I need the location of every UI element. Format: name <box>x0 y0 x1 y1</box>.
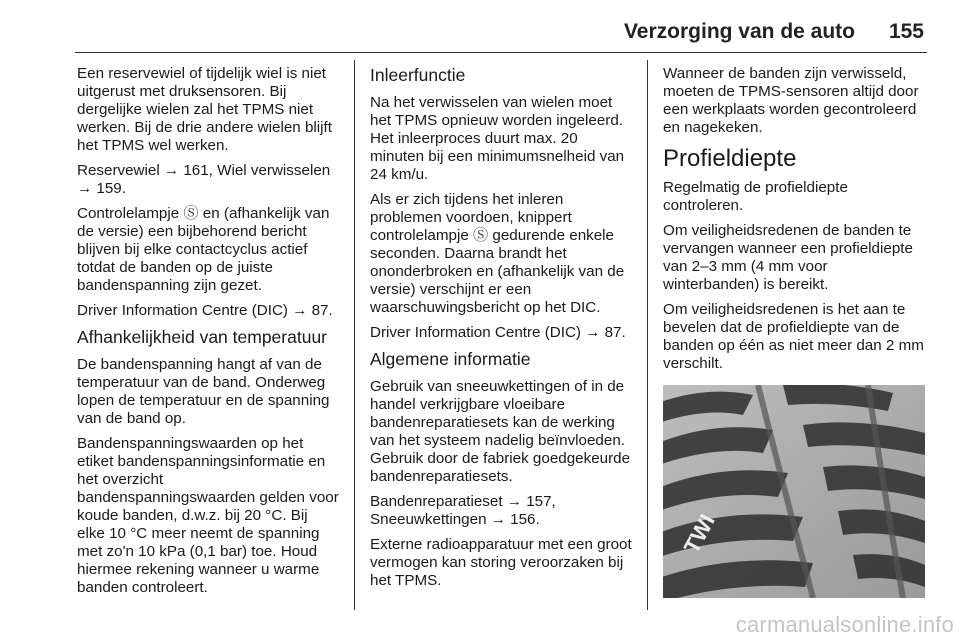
subheading-general-info: Algemene informatie <box>370 349 531 369</box>
column-3 <box>663 65 925 380</box>
cross-reference[interactable]: Bandenreparatieset → 157, Sneeuwkettingen → 156. <box>370 493 556 528</box>
column-divider <box>647 60 648 610</box>
paragraph: De bandenspanning hangt af van de temperatuur van de band. Onderweg lopen de temperatuur en de spanning van de band op. <box>77 356 330 427</box>
watermark: carmanualsonline.info <box>735 612 954 637</box>
paragraph: Wanneer de banden zijn verwisseld, moeten de TPMS-sensoren altijd door een werkplaats worden gecontroleerd en nagekeken. <box>663 65 919 136</box>
section-title: Verzorging van de auto <box>623 20 855 43</box>
tire-tread-illustration <box>663 385 925 598</box>
column-divider <box>354 60 355 610</box>
column-2 <box>370 65 632 597</box>
cross-reference[interactable]: Driver Information Centre (DIC) → 87. <box>77 302 333 319</box>
column-1 <box>77 65 339 604</box>
paragraph: Bandenspanningswaarden op het etiket bandenspanningsinformatie en het overzicht bandenspanningswaarden gelden voor koude banden, d.w.z. bij 20 °C. Bij elke 10 °C meer neemt de spanning met zo'n 10 kPa (0,1 bar) toe. Houd hiermee rekening wanneer u warme banden controleert. <box>77 435 339 596</box>
paragraph: Een reservewiel of tijdelijk wiel is niet uitgerust met druksensoren. Bij dergelijke wielen zal het TPMS niet werken. Bij de drie andere wielen blijft het TPMS wel werken. <box>77 65 332 154</box>
heading-tread-depth: Profieldiepte <box>663 145 797 172</box>
paragraph: Externe radioapparatuur met een groot vermogen kan storing veroorzaken bij het TPMS. <box>370 536 632 589</box>
paragraph: Om veiligheidsredenen is het aan te bevelen dat de profieldiepte van de banden op één as niet meer dan 2 mm verschilt. <box>663 301 924 372</box>
paragraph: Als er zich tijdens het inleren problemen voordoen, knippert controlelampje Ⓢ gedurende enkele seconden. Daarna brandt het ononderbroken en (afhankelijk van de versie) verschijnt er een waarschuwingsbericht op het DIC. <box>370 191 625 316</box>
header-rule <box>75 52 927 53</box>
paragraph: Om veiligheidsredenen de banden te vervangen wanneer een profieldiepte van 2–3 mm (4 mm voor winterbanden) is bereikt. <box>663 222 913 293</box>
paragraph: Regelmatig de profieldiepte controleren. <box>663 179 848 214</box>
subheading-learn-function: Inleerfunctie <box>370 65 466 85</box>
twi-label: TWI <box>678 510 720 558</box>
subheading-temperature: Afhankelijkheid van temperatuur <box>77 327 328 347</box>
page-header <box>0 0 960 56</box>
cross-reference[interactable]: Driver Information Centre (DIC) → 87. <box>370 324 626 341</box>
paragraph: Gebruik van sneeuwkettingen of in de handel verkrijgbare vloeibare bandenreparatiesets kan de werking van het systeem nadelig beïnvloeden. Gebruik door de fabriek goedgekeurde bandenreparatiesets. <box>370 378 631 485</box>
paragraph: Na het verwisselen van wielen moet het TPMS opnieuw worden ingeleerd. Het inleerproces duurt max. 20 minuten bij een minimumsnelheid van 24 km/u. <box>370 94 625 183</box>
tire-tread-figure <box>663 385 925 598</box>
cross-reference[interactable]: Reservewiel → 161, Wiel verwisselen → 159. <box>77 162 331 197</box>
page-number: 155 <box>888 20 924 43</box>
paragraph: Controlelampje Ⓢ en (afhankelijk van de versie) een bijbehorend bericht blijven bij elke contactcyclus actief totdat de banden op de juiste bandenspanning zijn gezet. <box>77 205 330 294</box>
